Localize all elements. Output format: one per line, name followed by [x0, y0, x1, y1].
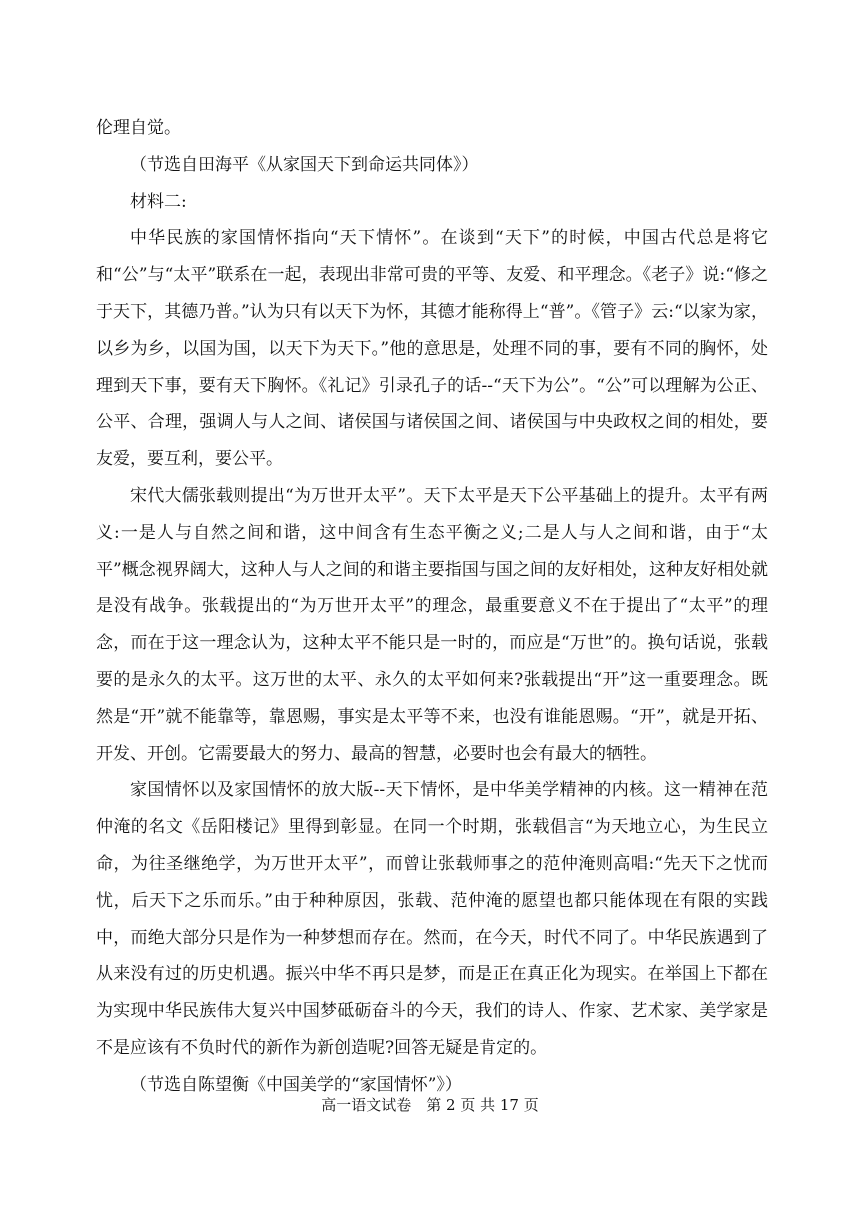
source-citation-1: （节选自田海平《从家国天下到命运共同体》） — [130, 154, 479, 175]
paragraph-1: 中华民族的家国情怀指向“天下情怀”。在谈到“天下”的时候，中国古代总是将它和“公”与“太平”联系在一起，表现出非常可贵的平等、友爱、和平理念。《老子》说:“修之于天下，其德乃普。”认为只有以天下为怀，其德才能称得上“普”。《管子》云:“以家为家，以乡为乡，以国为国，以天下为天下。”他的意思是，处理不同的事，要有不同的胸怀，处理到天下事，要有天下胸怀。《礼记》引录孔子的话--“天下为公”。“公”可以理解为公正、公平、合理，强调人与人之间、诸侯国与诸侯国之间、诸侯国与中央政权之间的相处，要友爱，要互利，要公平。 — [96, 228, 768, 470]
page-footer: 高一语文试卷 第 2 页 共 17 页 — [321, 1096, 539, 1114]
paragraph-ending: 伦理自觉。 — [96, 118, 181, 138]
source-citation-2: （节选自陈望衡《中国美学的“家国情怀”》） — [130, 1074, 462, 1095]
document-body — [96, 110, 768, 1104]
section-heading-material-2: 材料二: — [130, 191, 187, 212]
paragraph-3: 家国情怀以及家国情怀的放大版--天下情怀，是中华美学精神的内核。这一精神在范仲淹的名文《岳阳楼记》里得到彰显。在同一个时期，张载倡言“为天地立心，为生民立命，为往圣继绝学，为万世开太平”，而曾让张载师事之的范仲淹则高唱:“先天下之忧而忧，后天下之乐而乐。”由于种种原因，张载、范仲淹的愿望也都只能体现在有限的实践中，而绝大部分只是作为一种梦想而存在。然而，在今天，时代不同了。中华民族遇到了从来没有过的历史机遇。振兴中华不再只是梦，而是正在真正化为现实。在举国上下都在为实现中华民族伟大复兴中国梦砥砺奋斗的今天，我们的诗人、作家、艺术家、美学家是不是应该有不负时代的新作为新创造呢?回答无疑是肯定的。 — [96, 780, 768, 1058]
paragraph-2: 宋代大儒张载则提出“为万世开太平”。天下太平是天下公平基础上的提升。太平有两义:一是人与自然之间和谐，这中间含有生态平衡之义;二是人与人之间和谐，由于“太平”概念视界阔大，这种人与人之间的和谐主要指国与国之间的友好相处，这种友好相处就是没有战争。张载提出的“为万世开太平”的理念，最重要意义不在于提出了“太平”的理念，而在于这一理念认为，这种太平不能只是一时的，而应是“万世”的。换句话说，张载要的是永久的太平。这万世的太平、永久的太平如何来?张载提出“开”这一重要理念。既然是“开”就不能靠等，靠恩赐，事实是太平等不来，也没有谁能恩赐。“开”，就是开拓、开发、开创。它需要最大的努力、最高的智慧，必要时也会有最大的牺牲。 — [96, 485, 768, 764]
